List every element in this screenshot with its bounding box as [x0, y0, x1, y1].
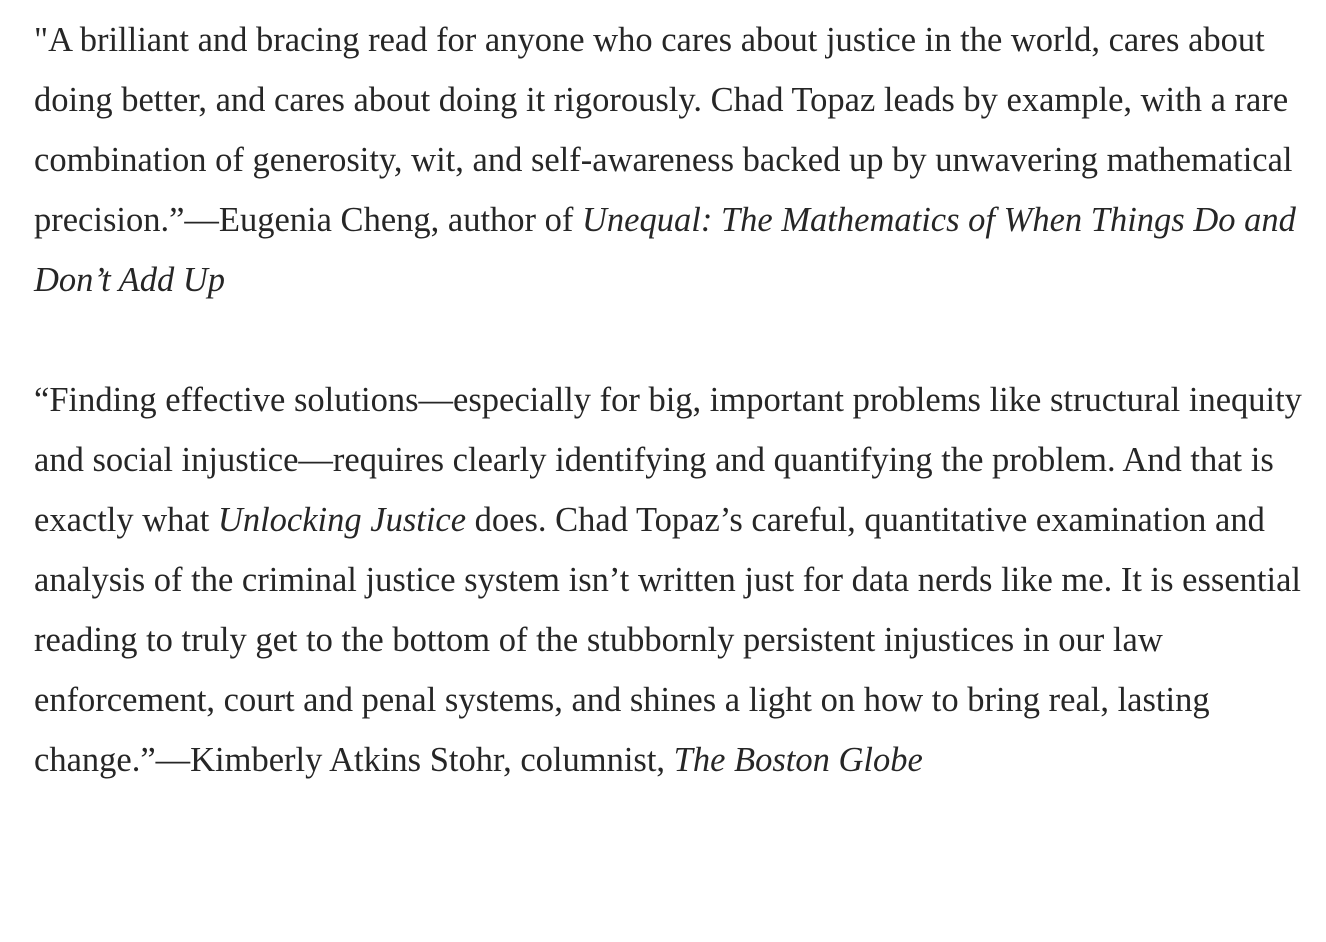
quote-kimberly-atkins-stohr: [34, 370, 1306, 790]
quote-text: "A brilliant and bracing read for anyone who cares about justice in the world, cares about doing better, and cares about doing it rigorously. Chad Topaz leads by example, with a rare combination of generosity, wit, and self-awareness backed up by unwavering mathematical precision.”—Eugenia Cheng, author of: [34, 21, 1293, 239]
quote-text-continued: does. Chad Topaz’s careful, quantitative examination and analysis of the criminal justice system isn’t written just for data nerds like me. It is essential reading to truly get to the bottom of the stubbornly persistent injustices in our law enforcement, court and penal systems, and shines a light on how to bring real, lasting change.”—Kimberly Atkins Stohr, columnist,: [34, 501, 1301, 779]
quote-text: “Finding effective solutions—especially for big, important problems like structural inequity and social injustice—requires clearly identifying and quantifying the problem. And that is exactly what: [34, 381, 1302, 539]
cited-book-title: Unequal: The Mathematics of When Things Do and Don’t Add Up: [34, 201, 1296, 299]
publication-name: The Boston Globe: [673, 741, 923, 779]
quote-eugenia-cheng: [34, 10, 1306, 310]
book-title: Unlocking Justice: [217, 501, 467, 539]
